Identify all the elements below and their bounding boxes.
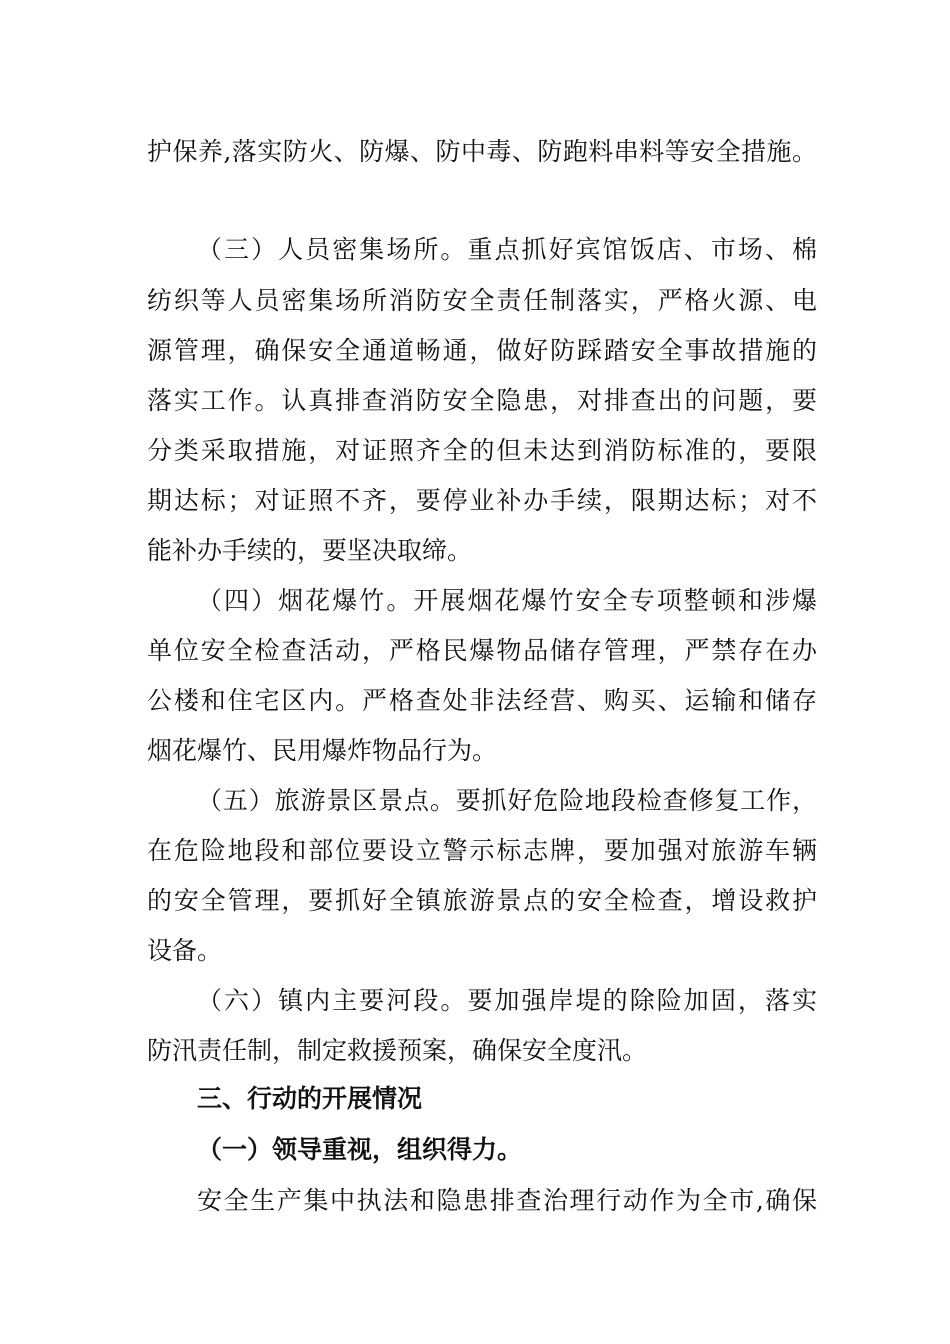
paragraph-line-section-3-heading: （三）人员密集场所。重点抓好宾馆饭店、市场、棉 <box>197 235 817 264</box>
paragraph-line: 纺织等人员密集场所消防安全责任制落实，严格火源、电 <box>147 286 817 315</box>
paragraph-line-section-4-heading: （四）烟花爆竹。开展烟花爆竹安全专项整顿和涉爆 <box>197 586 817 615</box>
paragraph-line: 安全生产集中执法和隐患排查治理行动作为全市,确保 <box>197 1186 817 1215</box>
paragraph-line: 能补办手续的，要坚决取缔。 <box>147 536 473 565</box>
paragraph-line: 设备。 <box>147 936 223 965</box>
paragraph-line: 在危险地段和部位要设立警示标志牌，要加强对旅游车辆 <box>147 836 817 865</box>
paragraph-line: 烟花爆竹、民用爆炸物品行为。 <box>147 736 498 765</box>
paragraph-line: 防汛责任制，制定救援预案，确保安全度汛。 <box>147 1036 648 1065</box>
section-heading: 三、行动的开展情况 <box>197 1084 423 1113</box>
paragraph-line: 分类采取措施，对证照齐全的但未达到消防标准的，要限 <box>147 436 817 465</box>
paragraph-line: 落实工作。认真排查消防安全隐患，对排查出的问题，要 <box>147 386 817 415</box>
paragraph-line: 公楼和住宅区内。严格查处非法经营、购买、运输和储存 <box>147 686 817 715</box>
paragraph-line: 源管理，确保安全通道畅通，做好防踩踏安全事故措施的 <box>147 336 817 365</box>
paragraph-line: 单位安全检查活动，严格民爆物品储存管理，严禁存在办 <box>147 636 817 665</box>
paragraph-line: 护保养,落实防火、防爆、防中毒、防跑料串料等安全措施。 <box>147 137 817 166</box>
paragraph-line-section-5-heading: （五）旅游景区景点。要抓好危险地段检查修复工作， <box>197 786 817 815</box>
subsection-heading: （一）领导重视，组织得力。 <box>197 1135 523 1164</box>
paragraph-line-section-6-heading: （六）镇内主要河段。要加强岸堤的除险加固，落实 <box>197 986 817 1015</box>
paragraph-line: 期达标；对证照不齐，要停业补办手续，限期达标；对不 <box>147 486 817 515</box>
paragraph-line: 的安全管理，要抓好全镇旅游景点的安全检查，增设救护 <box>147 886 817 915</box>
